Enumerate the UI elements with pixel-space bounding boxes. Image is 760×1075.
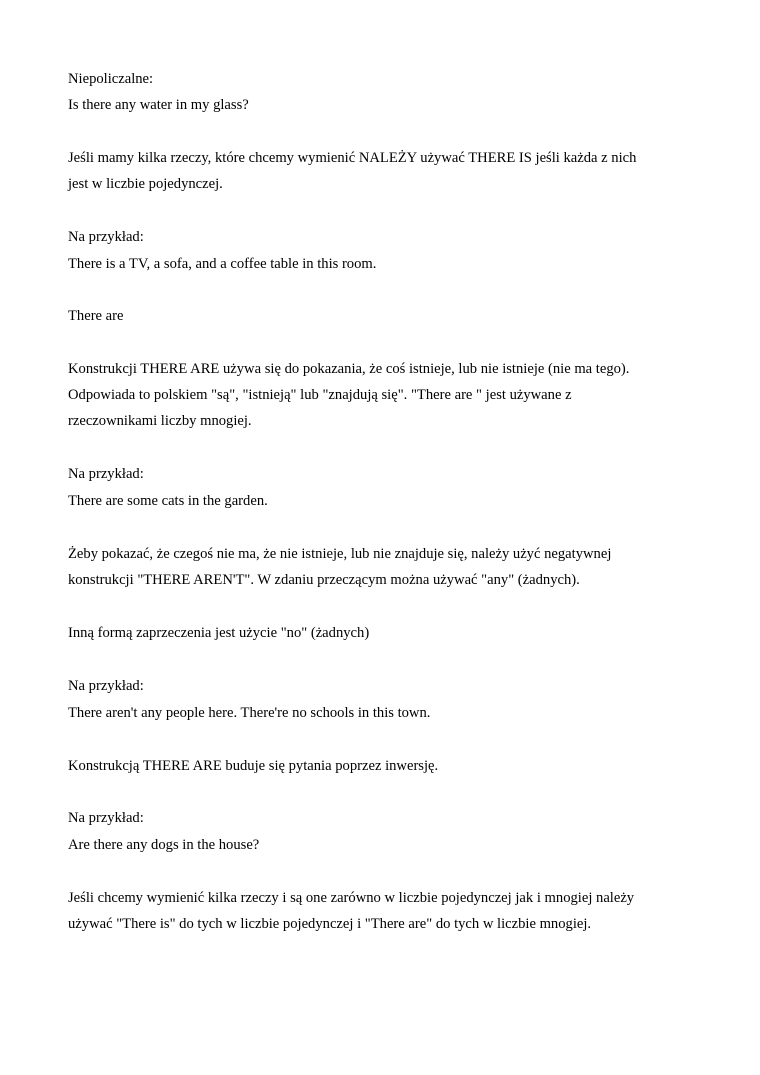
text-line: Konstrukcji THERE ARE używa się do pokazania, że coś istnieje, lub nie istnieje (nie ma tego). [68, 361, 630, 377]
text-line: Are there any dogs in the house? [68, 837, 260, 853]
text-line: Jeśli mamy kilka rzeczy, które chcemy wymienić NALEŻY używać THERE IS jeśli każda z nich [68, 150, 637, 166]
text-line: jest w liczbie pojedynczej. [68, 176, 223, 192]
text-line: There aren't any people here. There're no schools in this town. [68, 705, 431, 721]
text-line: używać "There is" do tych w liczbie pojedynczej i "There are" do tych w liczbie mnogiej. [68, 916, 592, 932]
text-line: Jeśli chcemy wymienić kilka rzeczy i są one zarówno w liczbie pojedynczej jak i mnogiej należy [68, 890, 635, 906]
text-line: There is a TV, a sofa, and a coffee table in this room. [68, 256, 377, 272]
text-line: Inną formą zaprzeczenia jest użycie "no" (żadnych) [68, 625, 370, 641]
text-line: Konstrukcją THERE ARE buduje się pytania poprzez inwersję. [68, 758, 439, 774]
text-line: rzeczownikami liczby mnogiej. [68, 413, 252, 429]
text-line: Żeby pokazać, że czegoś nie ma, że nie istnieje, lub nie znajduje się, należy użyć negatywnej [68, 546, 612, 562]
text-line: Niepoliczalne: [68, 71, 154, 87]
text-line: There are some cats in the garden. [68, 493, 268, 509]
text-line: Na przykład: [68, 678, 144, 694]
text-line: Na przykład: [68, 810, 144, 826]
text-line: Odpowiada to polskiem "są", "istnieją" lub "znajdują się". "There are " jest używane z [68, 387, 572, 403]
text-line: Na przykład: [68, 229, 144, 245]
text-line: Na przykład: [68, 466, 144, 482]
text-line: Is there any water in my glass? [68, 97, 249, 113]
text-line: There are [68, 308, 124, 324]
text-line: konstrukcji "THERE AREN'T". W zdaniu przeczącym można używać "any" (żadnych). [68, 572, 580, 588]
